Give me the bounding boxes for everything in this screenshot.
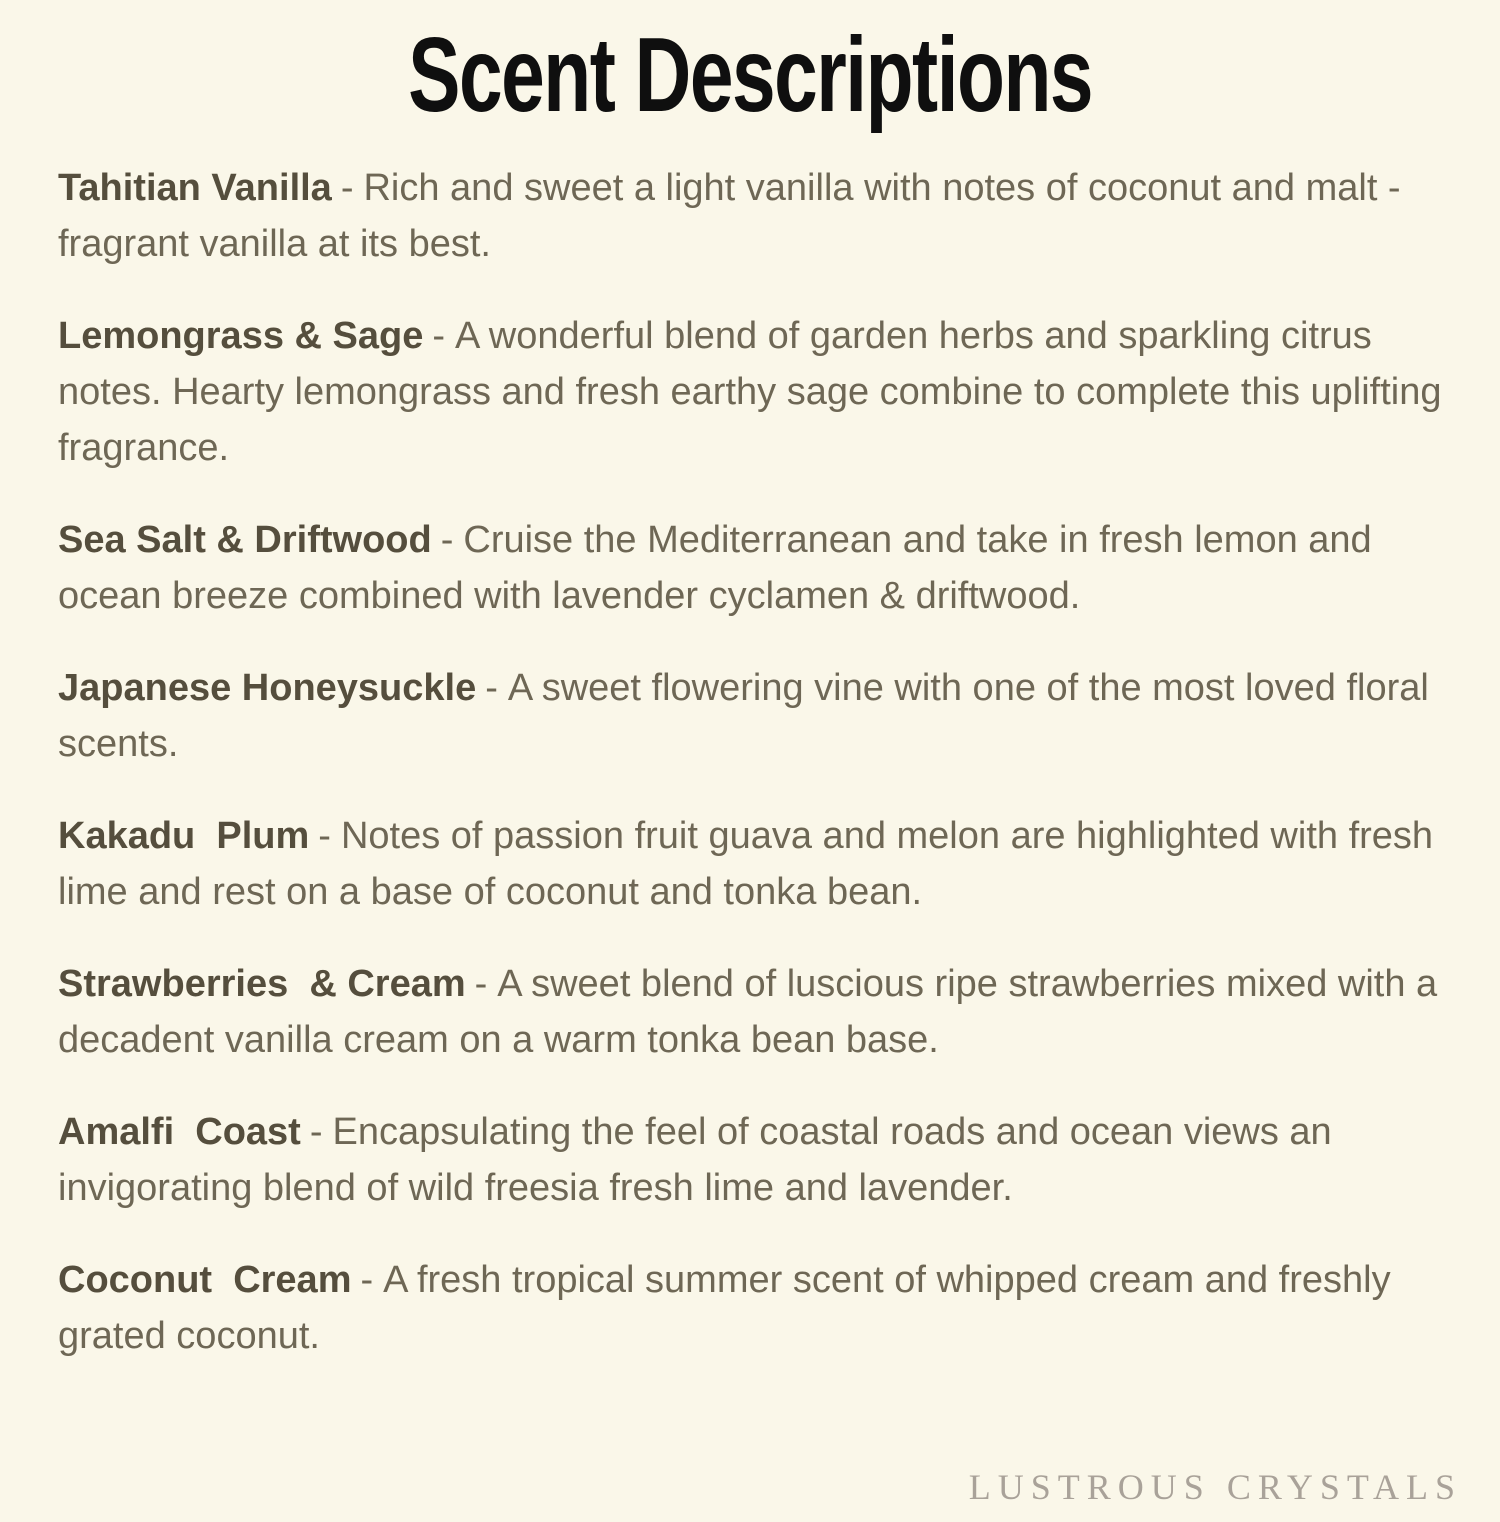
scent-description: A sweet flowering vine with one of the most loved floral scents. bbox=[58, 667, 1429, 765]
separator: - bbox=[309, 1111, 323, 1153]
scent-description: Encapsulating the feel of coastal roads and ocean views an invigorating blend of wild freesia fresh lime and lavender. bbox=[58, 1111, 1332, 1209]
scent-entry bbox=[58, 808, 1442, 920]
separator: - bbox=[318, 815, 331, 857]
scent-description: Notes of passion fruit guava and melon are highlighted with fresh lime and rest on a base of coconut and tonka bean. bbox=[58, 815, 1434, 913]
separator: - bbox=[485, 667, 498, 709]
scent-description: A sweet blend of luscious ripe strawberries mixed with a decadent vanilla cream on a warm tonka bean base. bbox=[58, 963, 1438, 1061]
scent-name: Strawberries & Cream bbox=[58, 963, 466, 1005]
scent-name: Coconut Cream bbox=[58, 1259, 352, 1301]
scent-name: Lemongrass & Sage bbox=[58, 315, 424, 357]
scent-name: Sea Salt & Driftwood bbox=[58, 519, 432, 561]
separator: - bbox=[432, 315, 445, 357]
scent-name: Kakadu Plum bbox=[58, 815, 310, 857]
scent-description: A wonderful blend of garden herbs and sparkling citrus notes. Hearty lemongrass and fresh earthy sage combine to complete this uplifting fragrance. bbox=[58, 315, 1442, 469]
separator: - bbox=[440, 519, 454, 561]
page-title: Scent Descriptions bbox=[408, 16, 1092, 134]
title-bar bbox=[0, 16, 1500, 134]
brand-watermark: LUSTROUS CRYSTALS bbox=[968, 1467, 1462, 1507]
separator: - bbox=[360, 1259, 374, 1301]
separator: - bbox=[474, 963, 488, 1005]
scent-entry bbox=[58, 1252, 1442, 1364]
scent-name: Japanese Honeysuckle bbox=[58, 667, 477, 709]
scent-entry bbox=[58, 956, 1442, 1068]
scent-description: Rich and sweet a light vanilla with notes of coconut and malt - fragrant vanilla at its best. bbox=[58, 167, 1401, 265]
scent-entry bbox=[58, 512, 1442, 624]
scent-entry bbox=[58, 160, 1442, 272]
scent-name: Amalfi Coast bbox=[58, 1111, 301, 1153]
scent-description: A fresh tropical summer scent of whipped cream and freshly grated coconut. bbox=[58, 1259, 1391, 1357]
separator: - bbox=[340, 167, 354, 209]
scent-name: Tahitian Vanilla bbox=[58, 167, 332, 209]
scent-entry bbox=[58, 660, 1442, 772]
scent-description: Cruise the Mediterranean and take in fresh lemon and ocean breeze combined with lavender cyclamen & driftwood. bbox=[58, 519, 1372, 617]
scent-list bbox=[0, 160, 1500, 1364]
scent-entry bbox=[58, 1104, 1442, 1216]
scent-entry bbox=[58, 308, 1442, 476]
